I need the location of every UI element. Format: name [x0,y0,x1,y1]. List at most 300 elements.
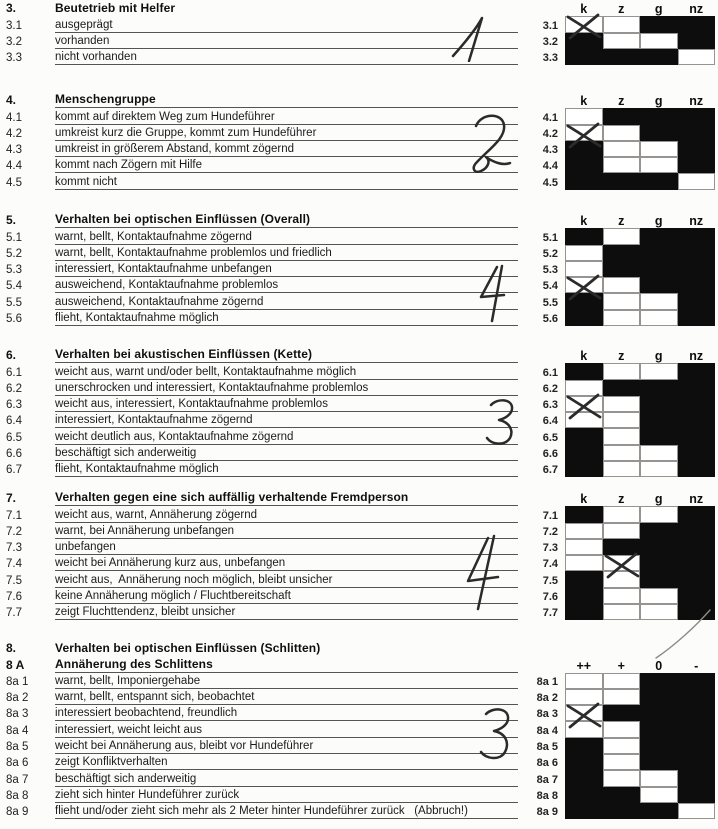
item-label: umkreist in größerem Abstand, kommt zögernd [55,141,518,157]
section-number: 8. [6,641,17,656]
item-label: nicht vorhanden [55,49,518,65]
answer-cell-nz [678,16,716,32]
answer-cell-nz [678,293,716,309]
grid-row-label: 6.6 [542,448,558,461]
answer-cell-g [640,506,678,522]
answer-cell-z [603,539,641,555]
answer-cell-nz [678,173,716,189]
item-number: 8a 3 [6,708,29,721]
item-label: interessiert, Kontaktaufnahme unbefangen [55,261,518,277]
answer-cell-g [640,461,678,477]
answer-cell-plus [603,673,641,689]
item-label: kommt auf direktem Weg zum Hundeführer [55,108,518,124]
subsection-number: 8 A [6,657,25,672]
answer-cell-k [565,445,603,461]
item-label: zieht sich hinter Hundeführer zurück [55,787,518,803]
item-label: weicht bei Annäherung kurz aus, unbefangen [55,555,518,571]
section-number: 7. [6,491,17,506]
item-number: 7.1 [6,509,22,522]
item-label: kommt nicht [55,173,518,189]
item-number: 5.2 [6,247,22,260]
grid-row-label: 5.2 [542,247,558,260]
answer-cell-z [603,16,641,32]
answer-cell-z [603,428,641,444]
grid-row-label: 8a 7 [536,773,558,786]
column-header-z: z [618,349,625,364]
spacer [603,640,641,656]
answer-cell-zero [640,689,678,705]
spacer [518,212,565,228]
answer-cell-k [565,125,603,141]
answer-cell-z [603,604,641,620]
section-3 [0,0,715,65]
answer-cell-z [603,445,641,461]
answer-cell-plusplus [565,721,603,737]
answer-cell-k [565,157,603,173]
grid-row-label: 4.4 [542,160,558,173]
item-number: 6.4 [6,415,22,428]
answer-cell-k [565,261,603,277]
answer-cell-g [640,277,678,293]
grid-row-label: 6.3 [542,399,558,412]
answer-cell-plus [603,721,641,737]
answer-cell-nz [678,380,716,396]
answer-cell-z [603,523,641,539]
answer-cell-nz [678,157,716,173]
answer-cell-plus [603,787,641,803]
item-number: 8a 7 [6,773,29,786]
handwritten-score [484,397,518,447]
answer-cell-z [603,261,641,277]
answer-cell-g [640,310,678,326]
answer-cell-z [603,506,641,522]
item-number: 6.1 [6,366,22,379]
answer-cell-zero [640,770,678,786]
section-number: 5. [6,213,17,228]
column-header-z: z [618,2,625,17]
item-number: 4.2 [6,127,22,140]
section-title: Verhalten bei akustischen Einflüssen (Kette) [55,347,518,363]
grid-row-label: 7.3 [542,542,558,555]
section-6 [0,347,715,477]
answer-cell-plusplus [565,803,603,819]
item-label: ausgeprägt [55,16,518,32]
item-label: zeigt Fluchttendenz, bleibt unsicher [55,604,518,620]
section-title: Verhalten bei optischen Einflüssen (Schlitten) [55,641,321,656]
column-header-minus: - [694,658,699,673]
answer-cell-nz [678,33,716,49]
column-header-k: k [580,214,588,229]
answer-cell-nz [678,428,716,444]
section-title: Beutetrieb mit Helfer [55,1,176,16]
answer-cell-k [565,506,603,522]
item-number: 6.7 [6,464,22,477]
item-label: weicht aus, Annäherung noch möglich, bleibt unsicher [55,571,518,587]
answer-cell-nz [678,363,716,379]
item-number: 5.3 [6,264,22,277]
answer-cell-g [640,245,678,261]
answer-cell-k [565,428,603,444]
item-number: 8a 4 [6,724,29,737]
item-number: 6.3 [6,399,22,412]
answer-cell-k [565,571,603,587]
section-title: Menschengruppe [55,92,518,108]
answer-cell-zero [640,705,678,721]
item-label: weicht aus, interessiert, Kontaktaufnahme problemlos [55,396,518,412]
item-label: vorhanden [55,33,518,49]
grid-row-label: 4.1 [542,111,558,124]
answer-cell-minus [678,721,716,737]
answer-cell-zero [640,673,678,689]
column-header-g: g [654,2,663,17]
item-number: 8a 5 [6,741,29,754]
column-header-k: k [580,349,588,364]
answer-cell-k [565,363,603,379]
answer-cell-k [565,539,603,555]
answer-cell-k [565,141,603,157]
section-number: 3. [6,1,17,16]
answer-cell-plusplus [565,689,603,705]
item-number: 3.2 [6,35,22,48]
handwritten-score [447,12,489,62]
answer-cell-g [640,261,678,277]
answer-cell-z [603,108,641,124]
grid-row-label: 8a 1 [536,675,558,688]
item-label: weicht deutlich aus, Kontaktaufnahme zögernd [55,428,518,444]
answer-cell-z [603,49,641,65]
item-label: interessiert beobachtend, freundlich [55,705,518,721]
item-number: 7.5 [6,574,22,587]
answer-cell-z [603,461,641,477]
item-number: 4.3 [6,144,22,157]
column-header-z: z [618,492,625,507]
column-header-nz: nz [689,214,704,229]
grid-row-label: 4.2 [542,127,558,140]
grid-row-label: 6.7 [542,464,558,477]
answer-cell-z [603,555,641,571]
answer-cell-k [565,16,603,32]
grid-row-label: 7.6 [542,591,558,604]
handwritten-score [476,263,512,323]
answer-cell-nz [678,261,716,277]
item-label: flieht, Kontaktaufnahme möglich [55,310,518,326]
answer-cell-z [603,125,641,141]
answer-cell-k [565,293,603,309]
grid-row-label: 6.4 [542,415,558,428]
grid-row-label: 8a 4 [536,724,558,737]
column-header-plus: + [617,658,625,673]
item-label: keine Annäherung möglich / Fluchtbereitschaft [55,588,518,604]
column-header-g: g [654,214,663,229]
answer-cell-g [640,49,678,65]
answer-cell-plus [603,705,641,721]
answer-cell-z [603,157,641,173]
column-header-nz: nz [689,94,704,109]
grid-row-label: 8a 3 [536,708,558,721]
answer-cell-z [603,173,641,189]
item-label: warnt, bellt, Imponiergehabe [55,673,518,689]
column-header-nz: nz [689,349,704,364]
subsection-title: Annäherung des Schlittens [55,656,518,672]
item-number: 3.3 [6,52,22,65]
answer-cell-z [603,380,641,396]
grid-row-label: 3.3 [542,52,558,65]
item-label: ausweichend, Kontaktaufnahme zögernd [55,293,518,309]
grid-row-label: 6.5 [542,431,558,444]
answer-cell-zero [640,738,678,754]
answer-cell-minus [678,803,716,819]
answer-cell-g [640,363,678,379]
column-header-g: g [654,492,663,507]
answer-cell-z [603,363,641,379]
answer-cell-minus [678,738,716,754]
column-header-nz: nz [689,492,704,507]
item-number: 8a 2 [6,692,29,705]
column-header-plusplus: ++ [576,658,592,673]
answer-cell-plusplus [565,738,603,754]
item-label: beschäftigt sich anderweitig [55,445,518,461]
answer-cell-nz [678,228,716,244]
answer-cell-k [565,228,603,244]
spacer [518,640,565,656]
answer-cell-g [640,108,678,124]
answer-cell-nz [678,412,716,428]
answer-cell-g [640,588,678,604]
answer-cell-nz [678,588,716,604]
answer-cell-z [603,571,641,587]
section-number: 6. [6,348,17,363]
item-label: flieht und/oder zieht sich mehr als 2 Meter hinter Hundeführer zurück (Abbruch!) [55,803,518,819]
answer-cell-plusplus [565,787,603,803]
answer-cell-g [640,173,678,189]
item-number: 6.6 [6,448,22,461]
column-header-zero: 0 [655,658,663,673]
section-title: Verhalten bei optischen Einflüssen (Overall) [55,212,518,228]
answer-cell-plus [603,754,641,770]
item-label: warnt, bellt, Kontaktaufnahme zögernd [55,228,518,244]
answer-cell-plusplus [565,673,603,689]
column-header-nz: nz [689,2,704,17]
item-number: 8a 9 [6,806,29,819]
answer-cell-plusplus [565,754,603,770]
section-title: Verhalten gegen eine sich auffällig verhaltende Fremdperson [55,490,518,506]
item-label: interessiert, weicht leicht aus [55,721,518,737]
spacer [518,92,565,108]
grid-row-label: 7.4 [542,558,558,571]
answer-cell-nz [678,396,716,412]
grid-row-label: 7.7 [542,607,558,620]
answer-cell-g [640,16,678,32]
item-label: umkreist kurz die Gruppe, kommt zum Hundeführer [55,125,518,141]
item-number: 3.1 [6,19,22,32]
answer-cell-k [565,380,603,396]
item-number: 8a 1 [6,675,29,688]
item-number: 7.7 [6,607,22,620]
item-label: beschäftigt sich anderweitig [55,770,518,786]
answer-cell-minus [678,705,716,721]
answer-cell-k [565,310,603,326]
answer-cell-nz [678,310,716,326]
answer-cell-g [640,157,678,173]
answer-cell-g [640,412,678,428]
answer-cell-k [565,33,603,49]
answer-cell-k [565,173,603,189]
item-number: 4.5 [6,176,22,189]
answer-cell-nz [678,245,716,261]
grid-row-label: 3.1 [542,19,558,32]
item-number: 5.1 [6,231,22,244]
answer-cell-k [565,461,603,477]
answer-cell-plusplus [565,705,603,721]
column-header-z: z [618,214,625,229]
answer-cell-z [603,228,641,244]
grid-row-label: 7.2 [542,525,558,538]
item-label: ausweichend, Kontaktaufnahme problemlos [55,277,518,293]
column-header-z: z [618,94,625,109]
grid-row-label: 4.5 [542,176,558,189]
column-header-k: k [580,492,588,507]
item-number: 6.2 [6,382,22,395]
column-header-k: k [580,2,588,17]
item-label: interessiert, Kontaktaufnahme zögernd [55,412,518,428]
answer-cell-nz [678,461,716,477]
answer-cell-g [640,523,678,539]
answer-cell-g [640,428,678,444]
grid-row-label: 5.6 [542,313,558,326]
answer-cell-nz [678,539,716,555]
answer-cell-nz [678,277,716,293]
grid-row-label: 5.5 [542,296,558,309]
answer-cell-nz [678,555,716,571]
answer-cell-plus [603,738,641,754]
answer-cell-nz [678,506,716,522]
answer-cell-z [603,277,641,293]
section-5 [0,212,715,326]
grid-row-label: 7.5 [542,574,558,587]
handwritten-score [478,705,514,763]
answer-cell-g [640,125,678,141]
answer-cell-plus [603,689,641,705]
answer-cell-z [603,245,641,261]
grid-row-label: 7.1 [542,509,558,522]
answer-cell-k [565,396,603,412]
grid-row-label: 8a 5 [536,741,558,754]
answer-cell-k [565,108,603,124]
answer-cell-k [565,588,603,604]
answer-cell-nz [678,108,716,124]
answer-cell-z [603,293,641,309]
answer-cell-z [603,141,641,157]
item-label: weicht aus, warnt, Annäherung zögernd [55,506,518,522]
spacer [518,347,565,363]
answer-cell-zero [640,721,678,737]
answer-cell-plus [603,770,641,786]
answer-cell-g [640,539,678,555]
section-8 [0,640,715,819]
answer-cell-k [565,604,603,620]
spacer [518,490,565,506]
answer-cell-plus [603,803,641,819]
answer-cell-minus [678,754,716,770]
item-label: warnt, bellt, entspannt sich, beobachtet [55,689,518,705]
answer-cell-k [565,523,603,539]
item-label: zeigt Konfliktverhalten [55,754,518,770]
answer-cell-g [640,141,678,157]
item-label: unbefangen [55,539,518,555]
answer-cell-nz [678,125,716,141]
spacer [518,656,565,672]
grid-row-label: 5.1 [542,231,558,244]
answer-cell-k [565,555,603,571]
item-number: 6.5 [6,431,22,444]
pencil-stroke-svg [652,606,714,662]
answer-cell-zero [640,754,678,770]
answer-cell-nz [678,523,716,539]
answer-cell-z [603,310,641,326]
answer-cell-g [640,33,678,49]
item-number: 8a 6 [6,757,29,770]
section-7 [0,490,715,620]
handwritten-score [466,110,514,176]
answer-cell-minus [678,770,716,786]
grid-row-label: 8a 9 [536,806,558,819]
answer-cell-g [640,228,678,244]
grid-row-label: 5.4 [542,280,558,293]
answer-cell-k [565,277,603,293]
answer-cell-g [640,555,678,571]
grid-row-label: 5.3 [542,264,558,277]
item-label: unerschrocken und interessiert, Kontaktaufnahme problemlos [55,380,518,396]
answer-cell-nz [678,49,716,65]
column-header-g: g [654,94,663,109]
item-number: 5.6 [6,313,22,326]
grid-row-label: 8a 2 [536,692,558,705]
section-number: 4. [6,93,17,108]
answer-cell-g [640,396,678,412]
item-label: weicht bei Annäherung aus, bleibt vor Hundeführer [55,738,518,754]
spacer [518,0,565,16]
item-number: 7.3 [6,542,22,555]
section-4 [0,92,715,190]
grid-row-label: 6.2 [542,382,558,395]
answer-cell-plusplus [565,770,603,786]
grid-row-label: 8a 8 [536,789,558,802]
answer-cell-nz [678,141,716,157]
answer-cell-zero [640,803,678,819]
grid-row-label: 4.3 [542,144,558,157]
item-number: 4.4 [6,160,22,173]
item-number: 7.4 [6,558,22,571]
item-number: 4.1 [6,111,22,124]
item-number: 5.4 [6,280,22,293]
item-number: 8a 8 [6,789,29,802]
grid-row-label: 3.2 [542,35,558,48]
item-label: warnt, bellt, Kontaktaufnahme problemlos und friedlich [55,245,518,261]
column-header-g: g [654,349,663,364]
handwritten-score [462,533,504,611]
answer-cell-minus [678,689,716,705]
pencil-stroke [652,606,714,662]
item-number: 5.5 [6,296,22,309]
grid-row-label: 6.1 [542,366,558,379]
answer-cell-z [603,396,641,412]
grid-row-label: 8a 6 [536,757,558,770]
answer-cell-zero [640,787,678,803]
item-label: flieht, Kontaktaufnahme möglich [55,461,518,477]
spacer [565,640,603,656]
answer-cell-z [603,412,641,428]
item-label: kommt nach Zögern mit Hilfe [55,157,518,173]
